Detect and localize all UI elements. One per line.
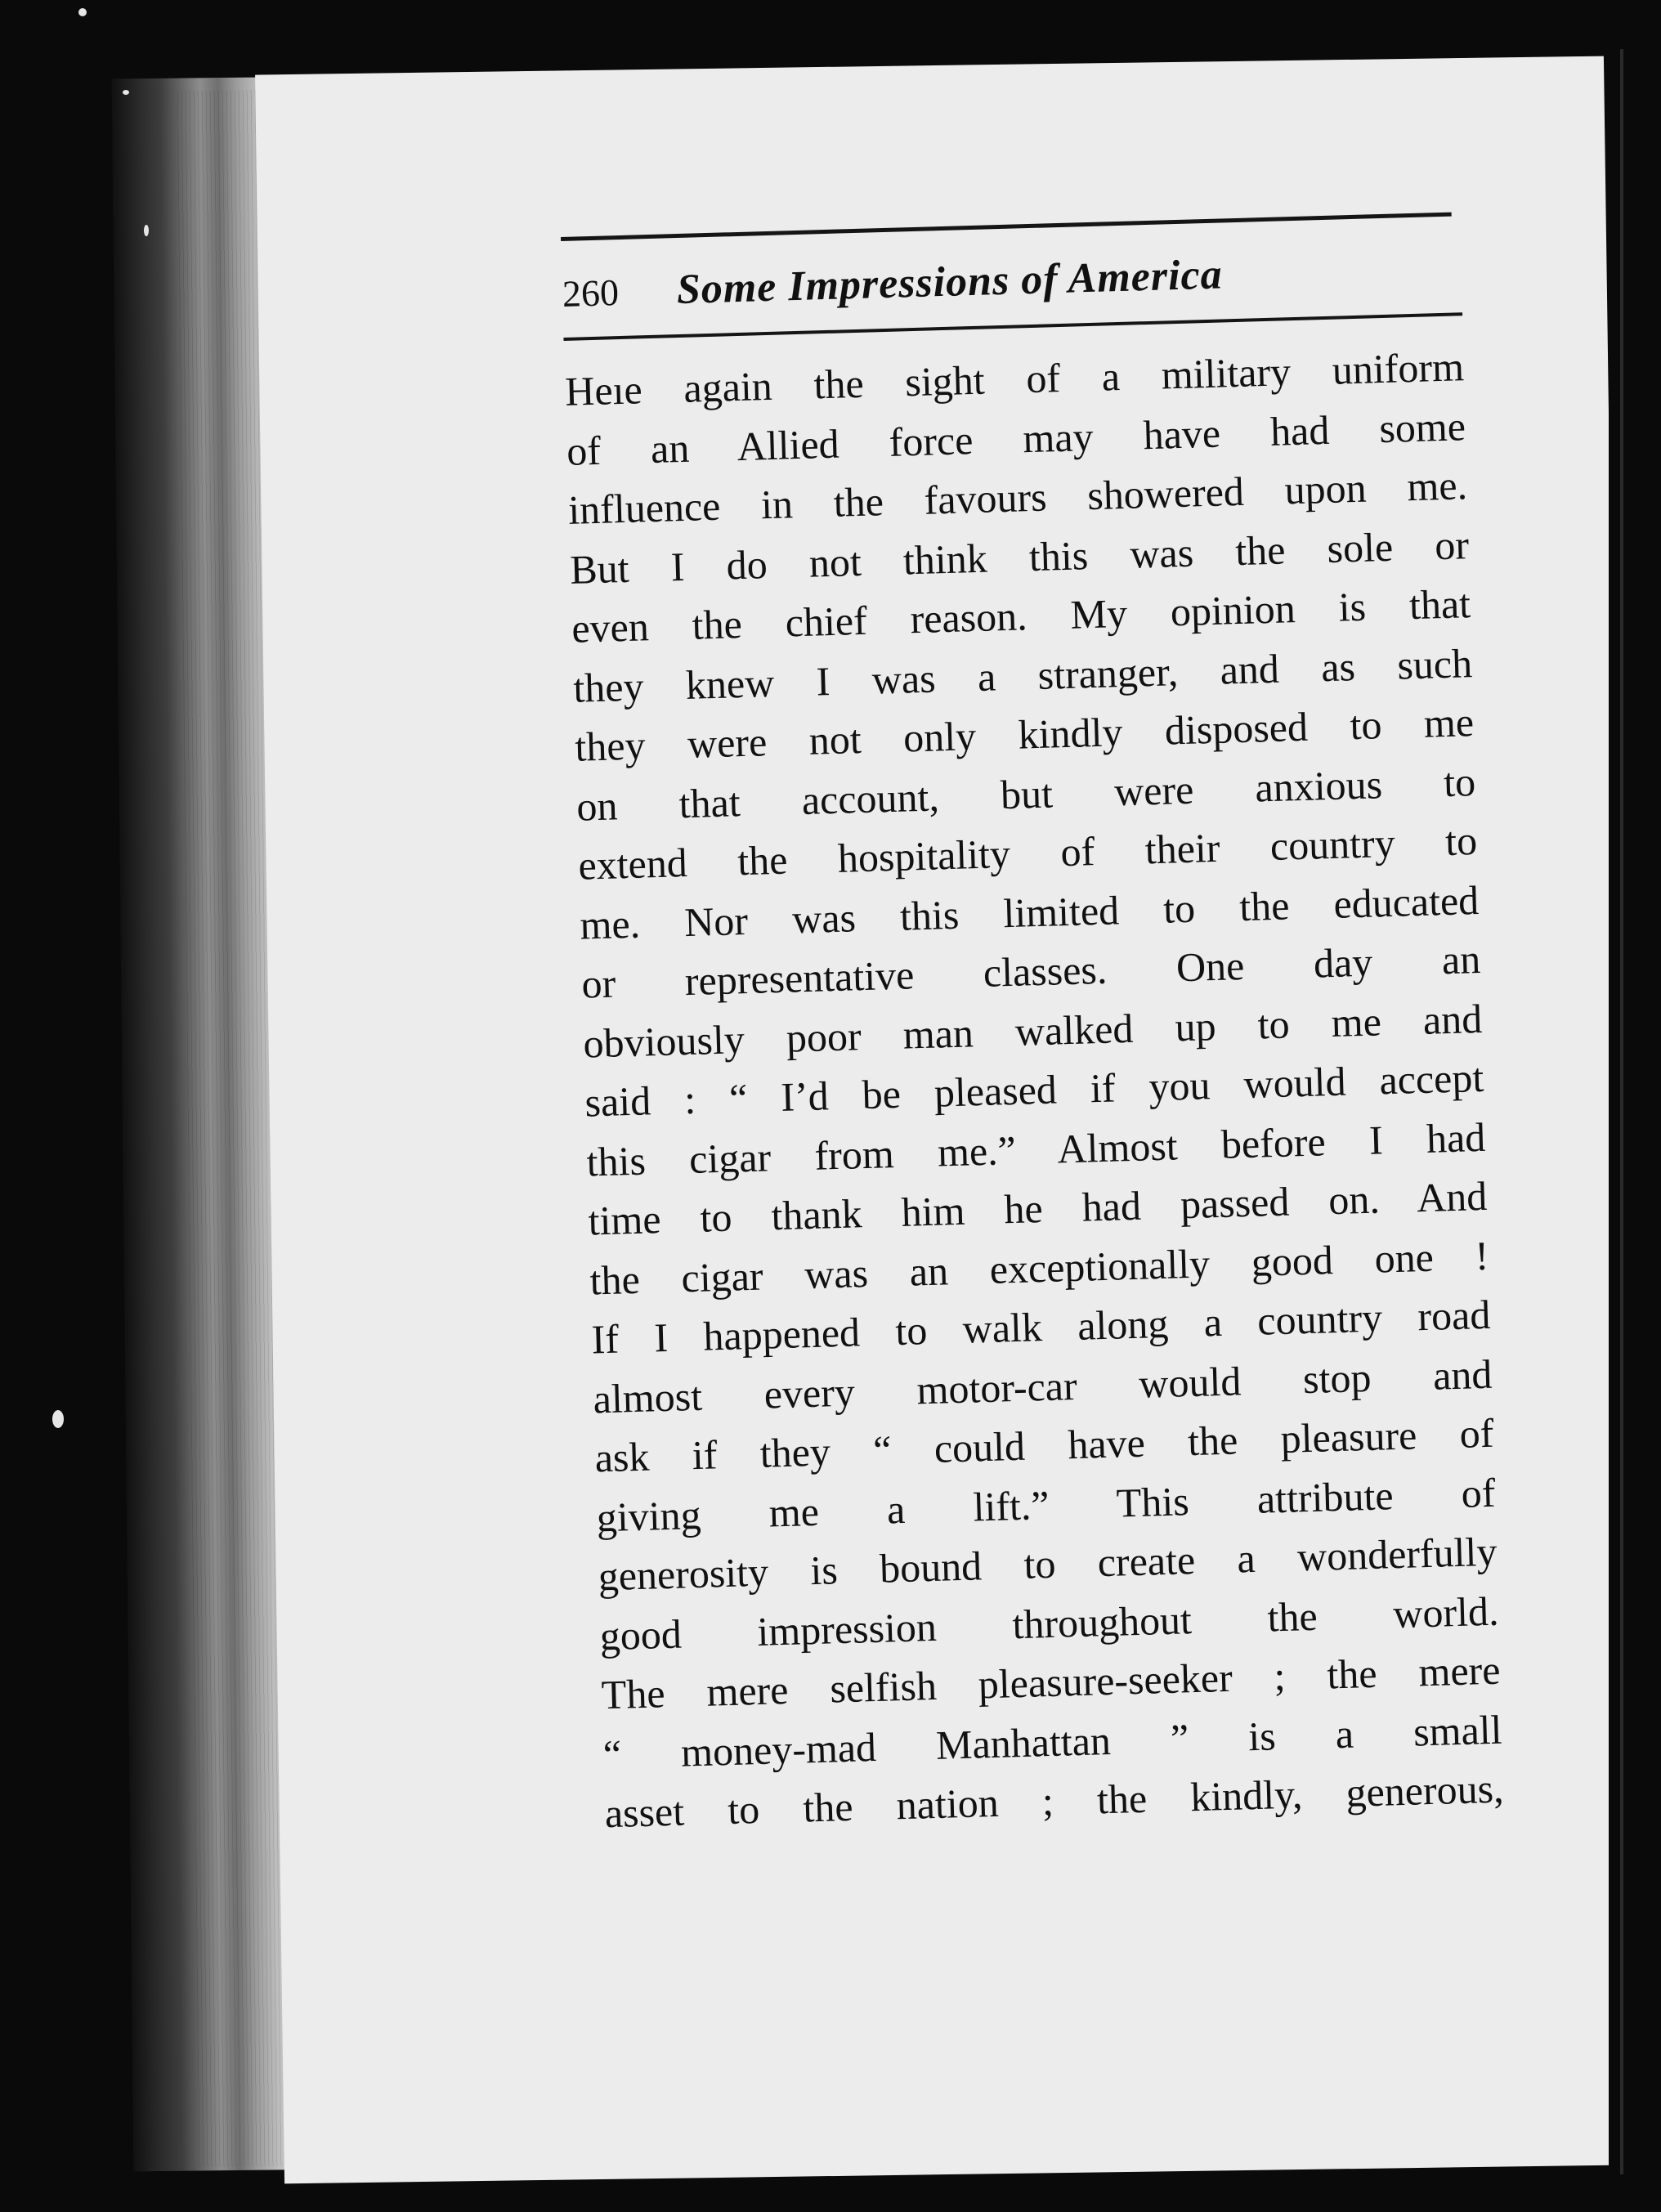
text-line: they were not only kindly disposed to me: [574, 699, 1475, 770]
next-page-edge: [1620, 49, 1623, 2174]
text-line: asset to the nation ; the kindly, generous,: [604, 1765, 1505, 1837]
text-line: ask if they “ could have the pleasure of: [593, 1409, 1495, 1481]
text-line: obviously poor man walked up to me and: [582, 995, 1483, 1067]
running-title: Some Impressions of America: [676, 251, 1224, 314]
text-line: good impression throughout the world.: [599, 1587, 1500, 1659]
dust-speck: [52, 1410, 64, 1428]
text-line: “ money-mad Manhattan ” is a small: [602, 1706, 1503, 1777]
text-line: Heıe again the sight of a military uniform: [564, 343, 1465, 414]
text-line: time to thank him he had passed on. And: [587, 1172, 1488, 1244]
text-line: or representative classes. One day an: [580, 935, 1481, 1007]
text-line: me. Nor was this limited to the educated: [579, 876, 1480, 948]
text-line: almost every motor-car would stop and: [592, 1350, 1493, 1422]
text-line: If I happened to walk along a country road: [590, 1291, 1492, 1363]
text-line: of an Allied force may have had some: [566, 402, 1466, 474]
text-line: said : “ I’d be pleased if you would accept: [584, 1054, 1484, 1126]
dust-speck: [123, 90, 129, 95]
text-line: influence in the favours showered upon me.: [567, 462, 1468, 533]
text-line: extend the hospitality of their country to: [577, 817, 1478, 889]
text-line: on that account, but were anxious to: [575, 758, 1476, 830]
text-line: this cigar from me.” Almost before I had: [585, 1113, 1486, 1185]
body-paragraph: [564, 337, 1504, 1843]
text-line: the cigar was an exceptionally good one !: [589, 1232, 1489, 1303]
text-line: generosity is bound to create a wonderfully: [597, 1528, 1498, 1600]
text-line: they knew I was a stranger, and as such: [572, 639, 1473, 711]
text-line: But I do not think this was the sole or: [569, 521, 1470, 593]
text-line: even the chief reason. My opinion is that: [571, 580, 1471, 652]
dust-speck: [78, 8, 87, 16]
page-text-block: [561, 212, 1504, 1843]
page-number: 260: [562, 271, 620, 315]
right-gutter: [1609, 0, 1661, 2212]
text-line: The mere selfish pleasure-seeker ; the mere: [601, 1646, 1502, 1718]
running-header: [562, 244, 1462, 326]
text-line: giving me a lift.” This attribute of: [595, 1469, 1497, 1540]
dust-speck: [144, 225, 149, 236]
